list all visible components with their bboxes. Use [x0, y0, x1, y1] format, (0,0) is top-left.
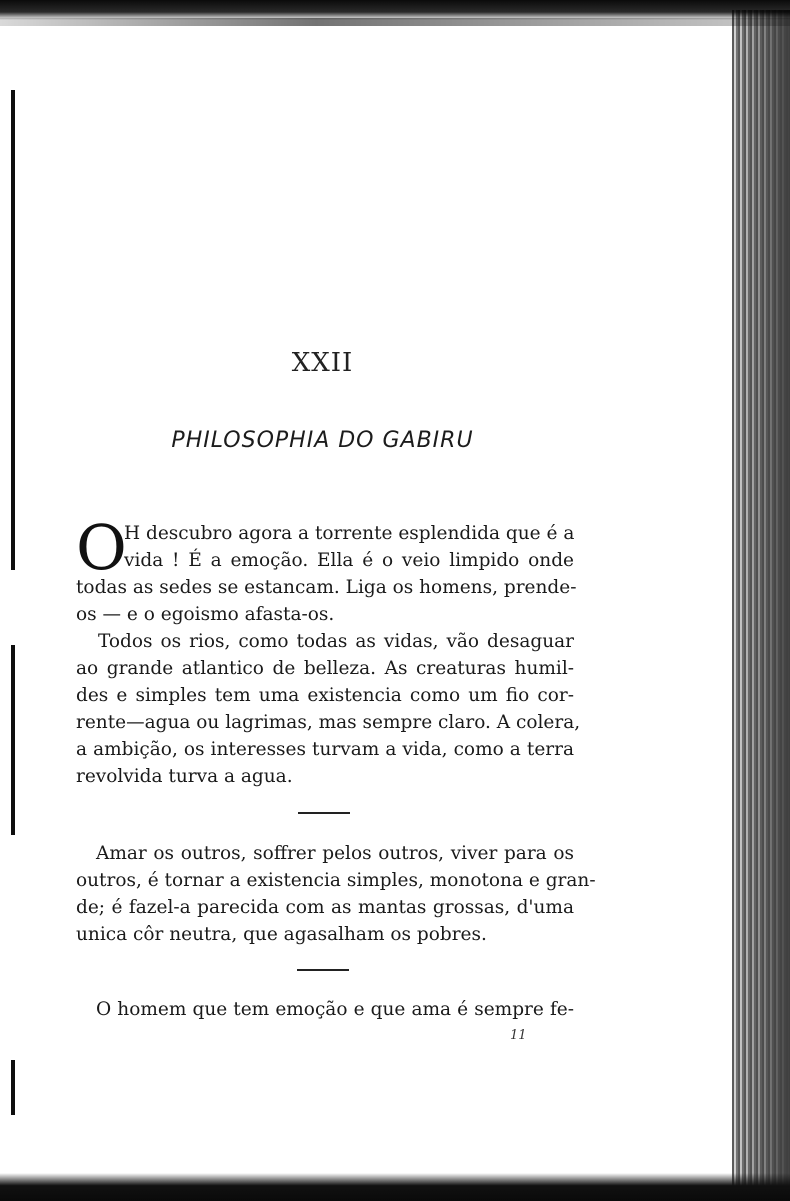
- signature-mark: 11: [510, 1028, 527, 1043]
- chapter-title: PHILOSOPHIA DO GABIRU: [171, 428, 474, 453]
- scan-edge-bottom: [0, 1173, 790, 1201]
- text-line: os — e o egoismo afasta-os.: [76, 604, 335, 625]
- scan-edge-left: [11, 90, 15, 570]
- paragraph-4: [76, 996, 574, 1023]
- text-line: Amar os outros, soffrer pelos outros, viver para os: [96, 843, 574, 864]
- scan-edge-left: [11, 645, 15, 835]
- paragraph-1: [76, 511, 577, 628]
- drop-cap: O: [76, 511, 127, 584]
- text-line: vida ! É a emoção. Ella é o veio limpido onde: [124, 550, 574, 571]
- text-line: O homem que tem emoção e que ama é sempre fe-: [96, 999, 574, 1020]
- text-line: rente—agua ou lagrimas, mas sempre claro. A colera,: [76, 712, 581, 733]
- scan-edge-left: [11, 1060, 15, 1115]
- chapter-number: XXII: [291, 348, 354, 378]
- paragraph-2: [76, 628, 581, 790]
- text-line: de; é fazel-a parecida com as mantas grossas, d'uma: [76, 897, 574, 918]
- section-divider: [298, 812, 350, 814]
- text-line: ao grande atlantico de belleza. As creaturas humil-: [76, 658, 574, 679]
- text-line: revolvida turva a agua.: [76, 766, 293, 787]
- scan-edge-right: [732, 10, 790, 1190]
- scan-edge-top: [0, 0, 790, 20]
- scan-edge-top-shadow: [0, 18, 790, 26]
- text-line: todas as sedes se estancam. Liga os homens, prende-: [76, 577, 577, 598]
- text-line: a ambição, os interesses turvam a vida, como a terra: [76, 739, 574, 760]
- text-line: des e simples tem uma existencia como um fio cor-: [76, 685, 574, 706]
- text-line: unica côr neutra, que agasalham os pobres.: [76, 924, 487, 945]
- text-line: outros, é tornar a existencia simples, monotona e gran-: [76, 870, 596, 891]
- text-line: H descubro agora a torrente esplendida que é a: [124, 523, 575, 544]
- paragraph-3: [76, 840, 596, 948]
- section-divider: [297, 969, 349, 971]
- text-line: Todos os rios, como todas as vidas, vão desaguar: [98, 631, 574, 652]
